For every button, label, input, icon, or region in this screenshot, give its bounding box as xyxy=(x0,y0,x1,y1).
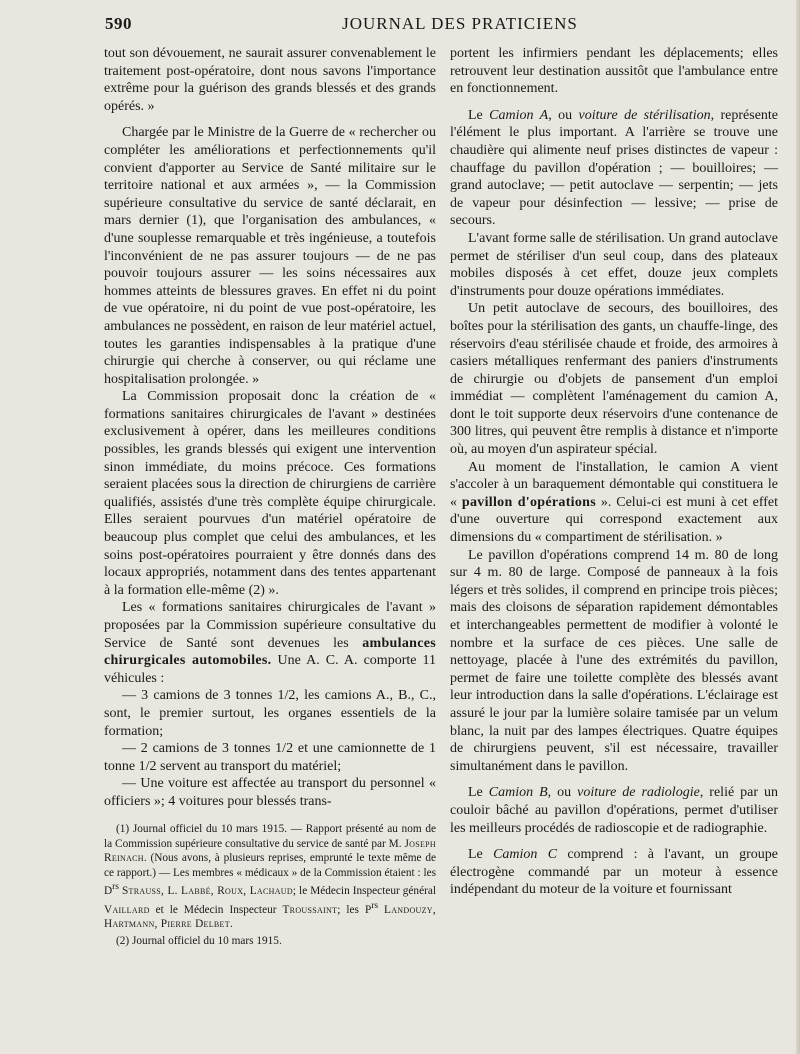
right-paragraph-6: Le pavillon d'opérations comprend 14 m. 80 de long sur 4 m. 80 de large. Composé de panneaux à la fois légers et très solides, il comprend en principe trois pièces; mais des cloisons de séparation rapidement démontables et interchangeables permettent de modifier à volonté le nombre et la surface de ces pièces. Une salle de nettoyage, placée à l'une des extrémités du pavillon, permet de faire une toilette complète des blessés avant leur introduction dans la salle d'opérations. L'éclairage est assuré le jour par la lumière solaire tamisée par un velum blanc, la nuit par des lampes électriques. Quatre équipes de chirurgiens peuvent, s'il est nécessaire, travailler simultanément dans le pavillon. xyxy=(450,547,778,774)
right-paragraph-8 xyxy=(450,846,778,899)
fn1-reinach: Joseph Reinach xyxy=(104,837,436,865)
fn1-text-c: . (Nous avons, à plusieurs reprises, emprunté le texte même de ce rapport.) — Les membres « médicaux » de la Commission étaient : les D xyxy=(104,852,436,898)
fn1-num: (1) xyxy=(116,823,133,835)
fn1-text-b: du 10 mars 1915. — Rapport présenté au nom de la Commission supérieure consultative du service de santé par M. xyxy=(104,823,437,850)
fn1-text-f: et le Médecin Inspecteur xyxy=(149,903,283,916)
r7-a: Le xyxy=(468,785,489,801)
left-paragraph-3: La Commission proposait donc la création de « formations sanitaires chirurgicales de l'avant » destinées exclusivement à opérer, dans les meilleures conditions possibles, les grands blessés qui exigent une intervention sinon immédiate, du moins précoce. Ces formations seraient placées sous la direction de chirurgiens de carrière qualifiés, assistés d'une très complète équipe chirurgicale. Elles seraient pourvues d'un matériel opératoire de beaucoup plus complet que celui des ambulances, et les soins post-opératoires pourraient y être donnés dans des locaux appropriés, notamment dans des tentes appartenant à la formation elle-même (2) ». xyxy=(104,389,436,598)
fn2-journal: Journal officiel xyxy=(132,934,201,947)
fn1-names-1: Strauss, L. Labbé, Roux, Lachaud xyxy=(121,885,293,898)
fn1-journal: Journal officiel xyxy=(132,823,203,835)
right-paragraph-4: Un petit autoclave de secours, des bouilloires, des boîtes pour la stérilisation des gants, un chauffe-linge, des réservoirs d'eau stérilisée chaude et froide, des armoires à casiers métalliques renfermant des paniers d'instruments de chirurgie ou d'objets de pansement d'un emploi immédiat — complètent l'aménagement du camion A, dont le toit supporte deux réservoirs d'une contenance de 300 litres, qui peuvent être remplis à distance et n'importe où, au moyen d'un aspirateur spécial. xyxy=(450,301,778,458)
fn1-text-e: ; le Médecin Inspecteur général xyxy=(292,885,436,898)
r7-voiture: voiture de radiologie xyxy=(577,785,700,801)
r5-b: ». Celui-ci est muni à cet effet d'une ouverture qui correspond exactement aux dimensions du « compartiment de stérilisation. » xyxy=(450,494,779,546)
page-edge-shadow xyxy=(796,0,800,1054)
fn1-names-2: Landouzy, Hartmann, Pierre Delbet xyxy=(104,903,437,931)
fn1-text-g: ; les P xyxy=(337,903,372,916)
left-paragraph-1: tout son dévouement, ne saurait assurer convenablement le traitement post-opératoire, dont nous savons l'importance extrême pour la guérison des grands blessés et des grands opérés. » xyxy=(104,46,436,114)
r7-c: , relié par un couloir bâché au pavillon d'opérations, permet d'utiliser les meilleurs procédés de radioscopie et de radiographie. xyxy=(450,785,779,836)
r8-b: comprend : à l'avant, un groupe électrogène commandé par un moteur à essence indépendant du moteur de la voiture et fournissant xyxy=(450,847,778,898)
left-paragraph-4 xyxy=(104,599,436,687)
fn1-sup-1: rs xyxy=(112,882,119,893)
left-column xyxy=(104,45,436,811)
footnotes xyxy=(104,822,436,950)
right-paragraph-2 xyxy=(450,107,778,230)
p4-text-after: Une A. C. A. comporte 11 véhicules : xyxy=(104,653,437,686)
r2-voiture: voiture de stérilisation xyxy=(578,107,711,123)
left-paragraph-6: — 2 camions de 3 tonnes 1/2 et une camionnette de 1 tonne 1/2 servent au transport du matériel; xyxy=(104,741,436,774)
left-paragraph-2: Chargée par le Ministre de la Guerre de « rechercher ou compléter les améliorations et perfectionnements qu'il convient d'apporter au Service de Santé militaire sur le territoire national et aux armées », — la Commission supérieure consultative du service de santé déclarait, en mars dernier (1), que l'organisation des ambulances, « d'une souplesse remarquable et très ingénieuse, a toutefois l'inconvénient de ne pas assurer toujours — de ne pas pouvoir toujours assurer — les soins nécessaires aux hommes atteints de blessures graves. En effet ni du point de vue opératoire, ni du point de vue post-opératoire, les ambulances ne possèdent, en raison de leur matériel actuel, toutes les garanties indispensables à la pratique d'une chirurgie qui cherche à conserver, ou qui réclame une hospitalisation prolongée. » xyxy=(104,125,436,387)
r7-b: , ou xyxy=(547,785,578,801)
page-number: 590 xyxy=(105,14,132,33)
footnote-2 xyxy=(104,934,436,949)
r2-camion-a: Camion A xyxy=(489,107,549,123)
p4-text-before: Les « formations sanitaires chirurgicales de l'avant » proposées par la Commission supérieure consultative du Service de Santé sont devenues les xyxy=(104,600,436,651)
r5-pavillon: pavillon d'opérations xyxy=(461,494,596,510)
fn1-vaillard: Vaillard xyxy=(104,903,150,916)
r7-camion-b: Camion B xyxy=(488,785,548,801)
left-paragraph-5: — 3 camions de 3 tonnes 1/2, les camions A., B., C., sont, le premier surtout, les organes essentiels de la formation; xyxy=(104,688,436,739)
running-title: JOURNAL DES PRATICIENS xyxy=(342,14,578,33)
right-paragraph-5 xyxy=(450,459,778,547)
p4-bold-term: ambulances chirurgicales automobiles. xyxy=(104,635,436,669)
r2-a: Le xyxy=(468,107,490,123)
fn2-text-b: du 10 mars 1915. xyxy=(200,934,282,947)
r5-a: Au moment de l'installation, le camion A vient s'accoler à un baraquement démontable qui constituera le « xyxy=(450,459,778,510)
r2-b: , ou xyxy=(548,107,579,123)
page-header xyxy=(0,0,800,40)
r8-a: Le xyxy=(468,847,494,863)
fn1-troussaint: Troussaint xyxy=(282,903,338,916)
footnote-1 xyxy=(104,822,436,932)
right-column xyxy=(450,45,778,899)
fn1-sup-2: rs xyxy=(371,900,379,911)
right-paragraph-3: L'avant forme salle de stérilisation. Un grand autoclave permet de stériliser d'un seul coup, dans des plateaux mobiles disposés à cet effet, douze jeux complets d'instruments pour douze opérations immédiates. xyxy=(450,230,778,299)
r8-camion-c: Camion C xyxy=(493,847,558,863)
right-paragraph-7 xyxy=(450,784,778,837)
right-paragraph-1: portent les infirmiers pendant les déplacements; elles retrouvent leur destination aussitôt que l'ambulance entre en fonctionnement. xyxy=(450,46,778,97)
fn2-num: (2) xyxy=(116,934,132,947)
r2-c: , représente l'élément le plus important. A l'arrière se trouve une chaudière qui alimente neuf prises distinctes de vapeur : chauffage du pavillon d'opération ; — bouilloires; — grand autoclave; — petit autoclave — serpentin; — jets de vapeur pour désinfection — lessive; — prise de secours. xyxy=(450,107,779,229)
left-paragraph-7: — Une voiture est affectée au transport du personnel « officiers »; 4 voitures pour blessés trans- xyxy=(104,776,436,809)
fn1-text-i: . xyxy=(229,918,233,931)
